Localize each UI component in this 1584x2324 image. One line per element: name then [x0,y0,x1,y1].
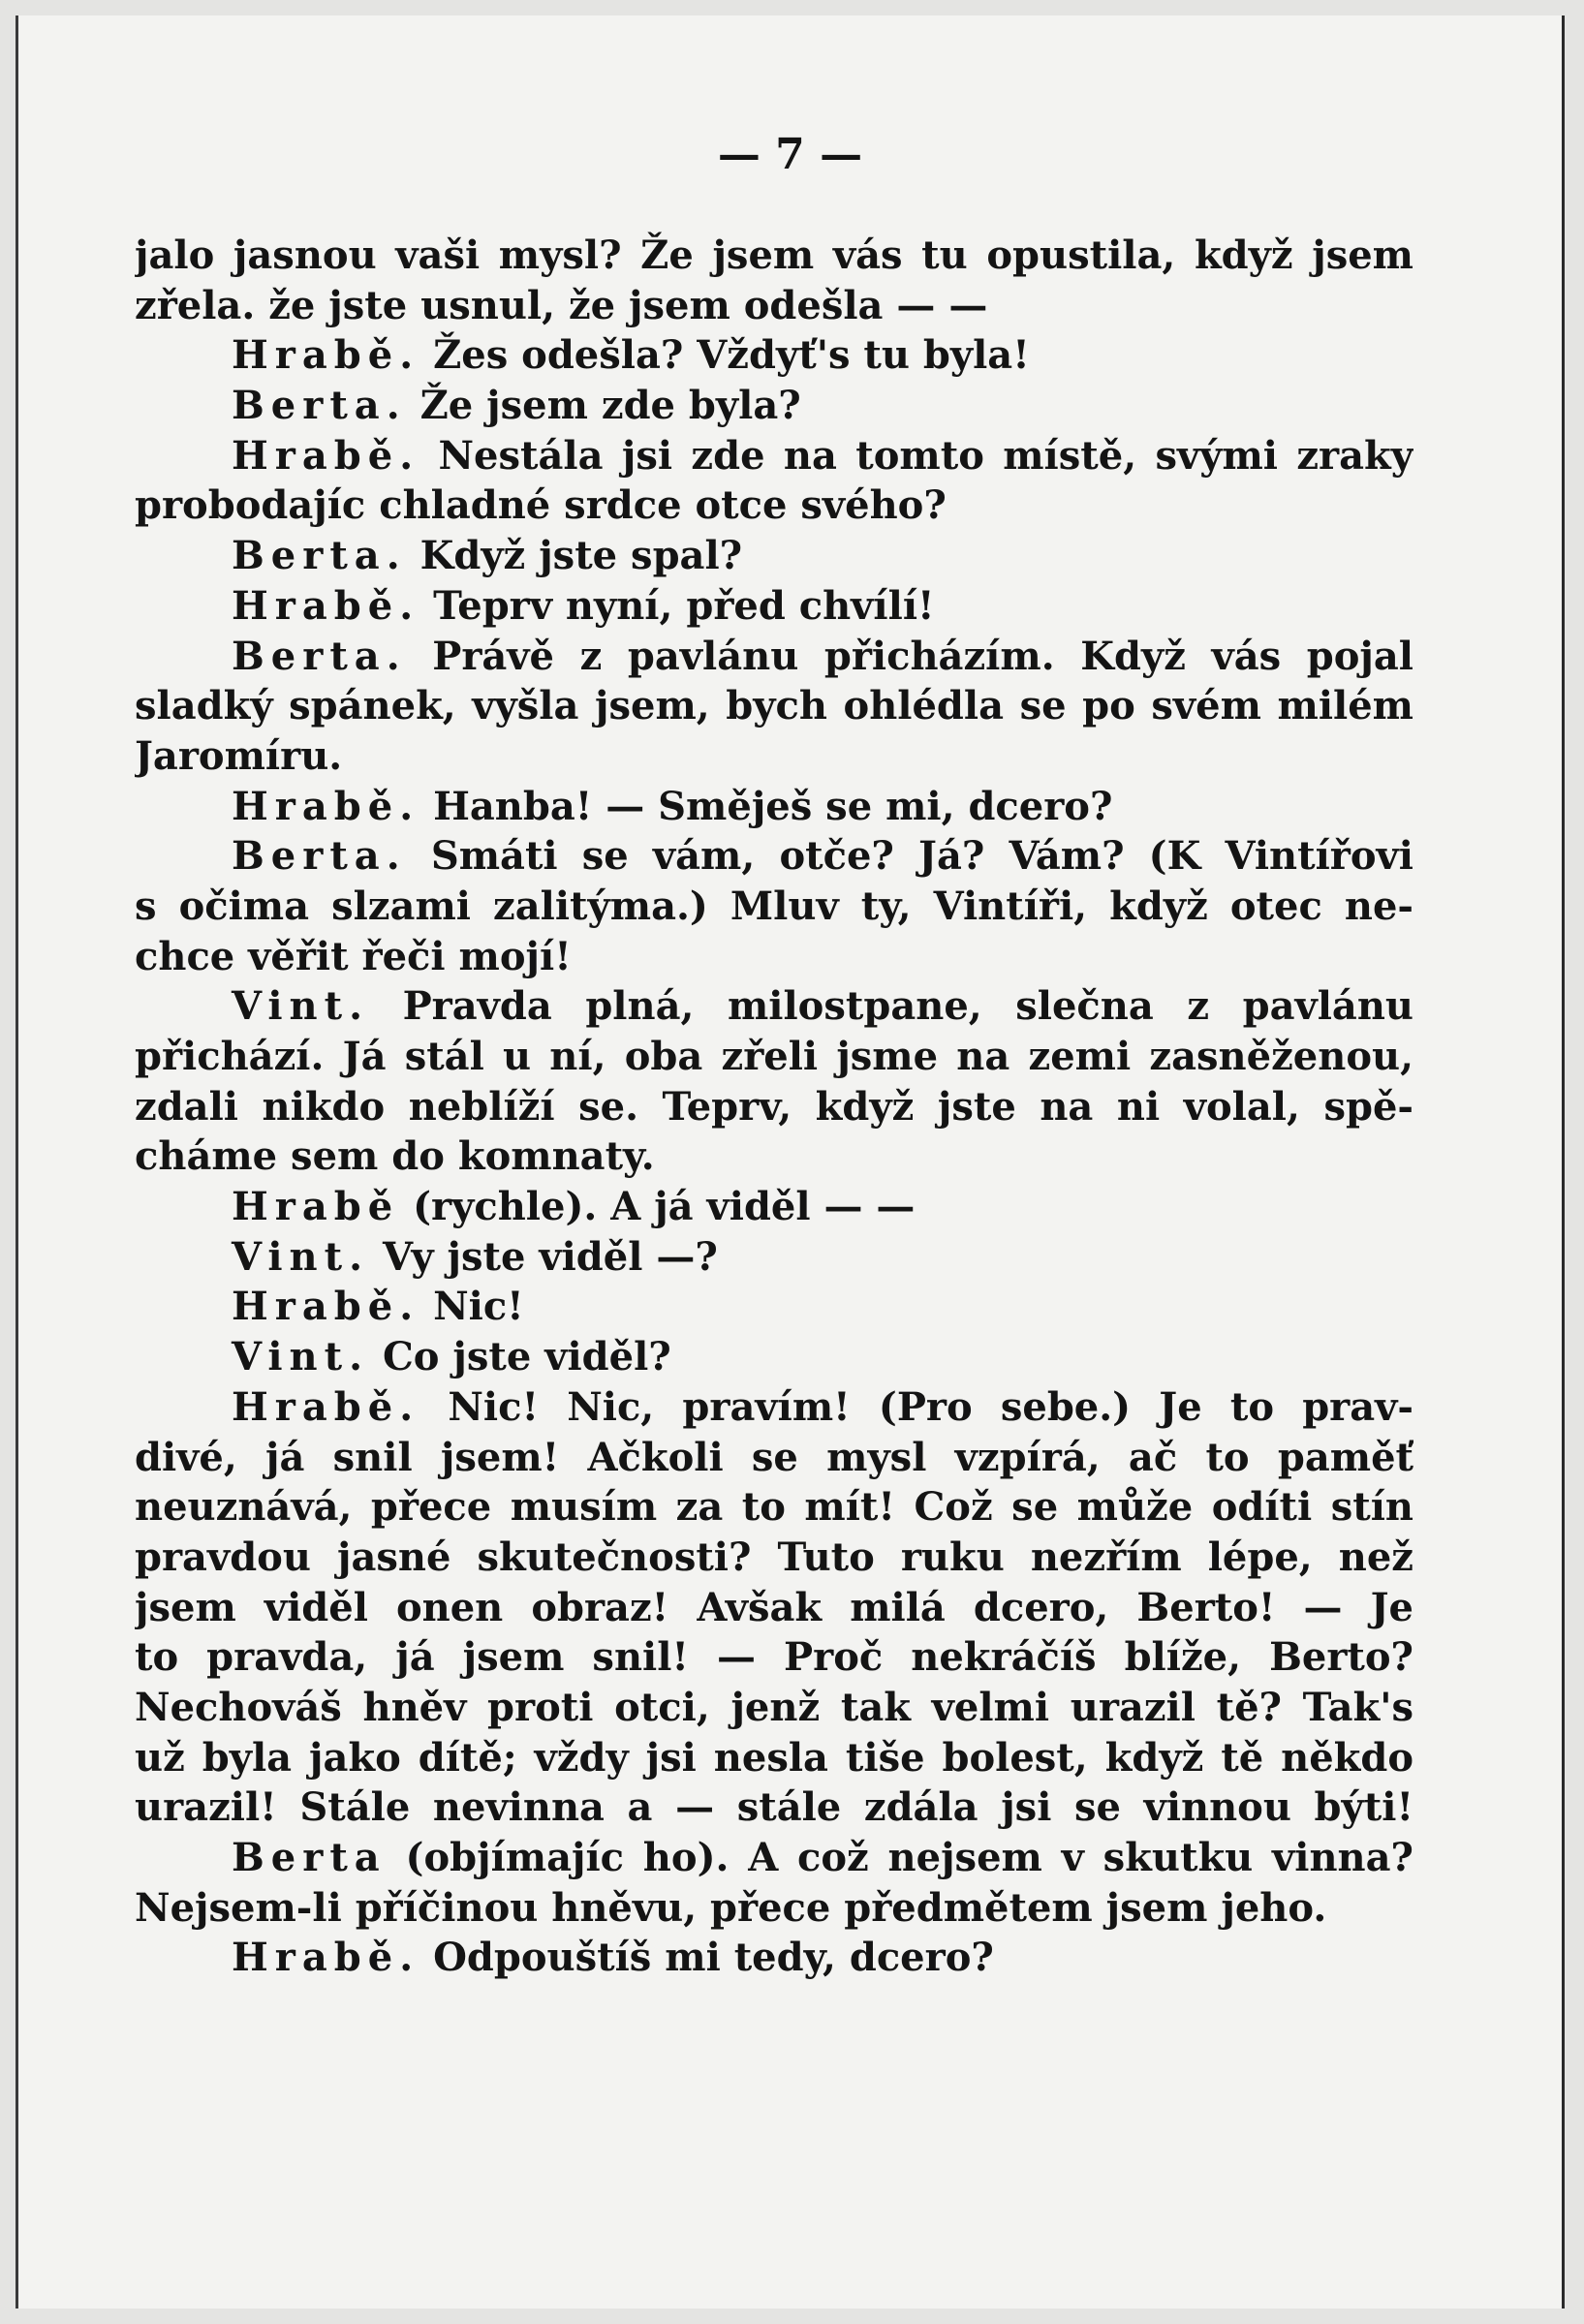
text-line [135,1933,1413,1983]
speaker-name: Hrabě. [232,1284,420,1330]
speaker-name: Hrabě. [232,432,420,479]
text-line [135,1632,1413,1683]
text-line [135,731,1413,782]
line-text: Teprv nyní, před chvílí! [419,582,935,629]
line-text: Když jste spal? [406,533,743,579]
line-text: Nechováš hněv proti otci, jenž tak velmi urazil tě? Tak's [135,1684,1413,1730]
text-line [135,330,1413,381]
line-text: (objímajíc ho). A což nejsem v skutku vinna? [386,1835,1413,1880]
text-line [135,231,1413,281]
line-text: urazil! Stále nevinna a — stále zdála jsi se vinnou býti! [135,1784,1413,1831]
line-text: přichází. Já stál u ní, oba zřeli jsme na zemi zasněženou, [135,1034,1413,1079]
text-line [135,1782,1413,1833]
text-line [135,882,1413,932]
line-text: s očima slzami zalitýma.) Mluv ty, Vintíři, když otec ne- [135,883,1413,929]
line-text: divé, já snil jsem! Ačkoli se mysl vzpírá, ač to paměť [135,1434,1413,1480]
line-text: pravdou jasné skutečnosti? Tuto ruku nezřím lépe, než [135,1534,1413,1580]
text-line [135,1833,1413,1883]
line-text: Že jsem zde byla? [406,383,801,429]
text-line [135,1032,1413,1082]
text-line [135,1683,1413,1733]
text-line [135,1182,1413,1232]
line-text: probodajíc chladné srdce otce svého? [135,482,947,529]
line-text: chce věřit řeči mojí! [135,933,572,979]
line-text: Nic! Nic, pravím! (Pro sebe.) Je to prav- [419,1383,1413,1430]
line-text: jsem viděl onen obraz! Avšak milá dcero, Berto! — Je [135,1584,1413,1630]
text-line [135,1382,1413,1433]
speaker-name: Berta [232,1835,387,1880]
text-line [135,1131,1413,1182]
body-text [135,231,1413,1983]
line-text: (rychle). A já viděl — — [399,1184,916,1230]
line-text: jalo jasnou vaši mysl? Že jsem vás tu opustila, když jsem [135,232,1413,278]
text-line [135,1332,1413,1382]
text-line [135,1282,1413,1332]
speaker-name: Hrabě. [232,783,420,829]
line-text: Hanba! — Směješ se mi, dcero? [419,783,1113,829]
line-text: zřela. že jste usnul, že jsem odešla — — [135,282,988,328]
text-line [135,981,1413,1032]
text-line [135,782,1413,832]
line-text: sladký spánek, vyšla jsem, bych ohlédla se po svém milém [135,683,1413,729]
line-text: to pravda, já jsem snil! — Proč nekráčíš blíže, Berto? [135,1634,1413,1681]
text-line [135,1883,1413,1934]
text-line [135,1583,1413,1633]
text-line [135,1082,1413,1132]
speaker-name: Vint. [232,1233,370,1280]
line-text: Pravda plná, milostpane, slečna z pavlánu [369,983,1413,1030]
text-line [135,480,1413,531]
text-line [135,1482,1413,1533]
speaker-name: Hrabě. [232,332,420,379]
speaker-name: Hrabě. [232,1935,420,1981]
line-text: Nestála jsi zde na tomto místě, svými zraky [419,432,1413,479]
line-text: Žes odešla? Vždyť's tu byla! [419,332,1030,379]
line-text: Odpouštíš mi tedy, dcero? [419,1935,994,1981]
line-text: cháme sem do komnaty. [135,1133,655,1180]
speaker-name: Hrabě. [232,582,420,629]
text-line [135,1533,1413,1583]
line-text: Co jste viděl? [369,1334,671,1380]
line-text: Právě z pavlánu přicházím. Když vás pojal [406,633,1413,679]
text-line [135,1433,1413,1483]
text-line [135,1733,1413,1783]
speaker-name: Hrabě. [232,1383,420,1430]
line-text: zdali nikdo neblíží se. Teprv, když jste na ni volal, spě- [135,1083,1413,1130]
text-line [135,681,1413,731]
text-line [135,1232,1413,1283]
book-page [16,15,1565,2309]
line-text: už byla jako dítě; vždy jsi nesla tiše bolest, když tě někdo [135,1734,1413,1781]
speaker-name: Hrabě [232,1184,400,1230]
text-line [135,831,1413,882]
text-line [135,381,1413,431]
line-text: Nic! [419,1284,524,1330]
text-line [135,531,1413,581]
speaker-name: Berta. [232,633,407,679]
line-text: Jaromíru. [135,732,343,779]
speaker-name: Vint. [232,1334,370,1380]
speaker-name: Vint. [232,983,370,1030]
text-line [135,932,1413,982]
line-text: neuznává, přece musím za to mít! Což se může odíti stín [135,1484,1413,1531]
page-number: — 7 — [717,130,863,179]
speaker-name: Berta. [232,533,407,579]
line-text: Smáti se vám, otče? Já? Vám? (K Vintířovi [406,833,1413,880]
text-line [135,581,1413,632]
speaker-name: Berta. [232,383,407,429]
text-line [135,281,1413,331]
text-line [135,431,1413,481]
text-line [135,632,1413,682]
speaker-name: Berta. [232,833,407,880]
line-text: Vy jste viděl —? [369,1233,718,1280]
line-text: Nejsem-li příčinou hněvu, přece předmětem jsem jeho. [135,1884,1327,1931]
